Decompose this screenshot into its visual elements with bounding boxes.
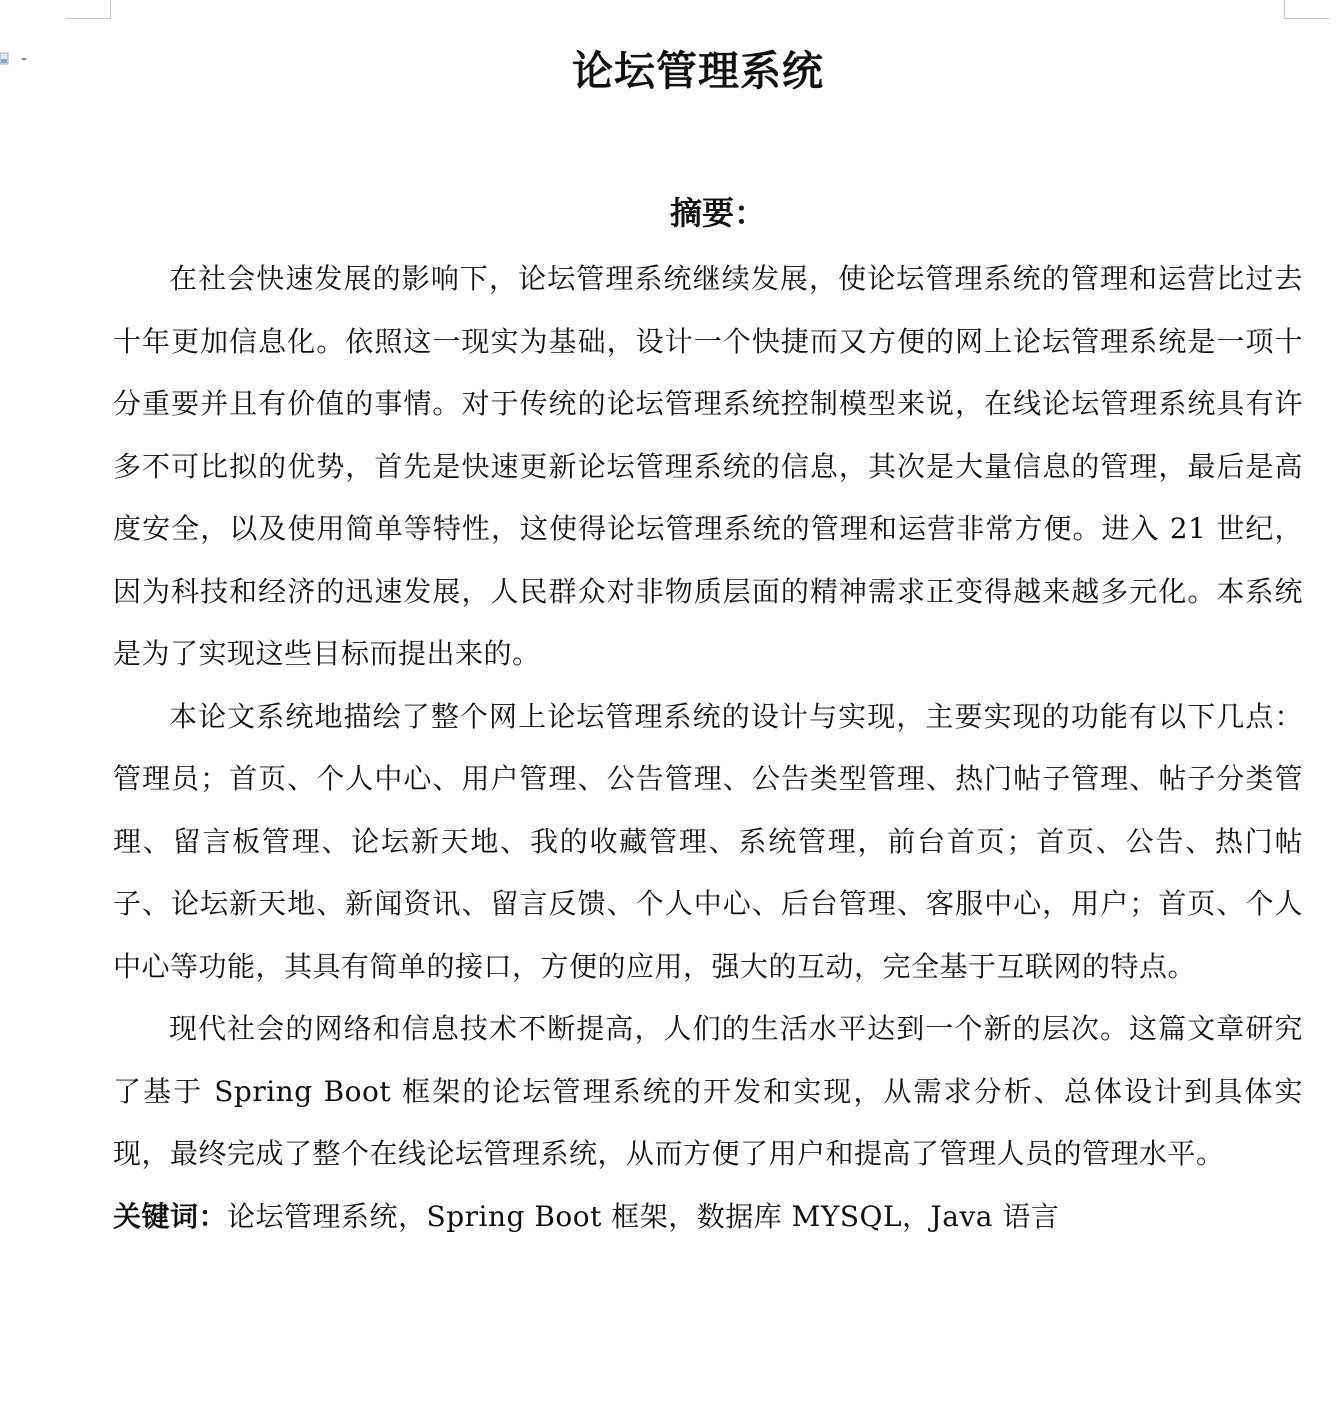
- abstract-paragraph-1: 在社会快速发展的影响下，论坛管理系统继续发展，使论坛管理系统的管理和运营比过去十年更加信息化。依照这一现实为基础，设计一个快捷而又方便的网上论坛管理系统是一项十分重要并且有价值的事情。对于传统的论坛管理系统控制模型来说，在线论坛管理系统具有许多不可比拟的优势，首先是快速更新论坛管理系统的信息，其次是大量信息的管理，最后是高度安全，以及使用简单等特性，这使得论坛管理系统的管理和运营非常方便。进入 21 世纪，因为科技和经济的迅速发展，人民群众对非物质层面的精神需求正变得越来越多元化。本系统是为了实现这些目标而提出来的。: [113, 262, 1303, 670]
- keywords-label: 关键词：: [113, 1199, 228, 1233]
- abstract-paragraph-2: 本论文系统地描绘了整个网上论坛管理系统的设计与实现，主要实现的功能有以下几点：管理员；首页、个人中心、用户管理、公告管理、公告类型管理、热门帖子管理、帖子分类管理、留言板管理、论坛新天地、我的收藏管理、系统管理，前台首页；首页、公告、热门帖子、论坛新天地、新闻资讯、留言反馈、个人中心、后台管理、客服中心，用户；首页、个人中心等功能，其具有简单的接口，方便的应用，强大的互动，完全基于互联网的特点。: [113, 699, 1303, 983]
- keywords-line: [113, 1186, 1303, 1249]
- abstract-paragraph-3: 现代社会的网络和信息技术不断提高，人们的生活水平达到一个新的层次。这篇文章研究了基于 Spring Boot 框架的论坛管理系统的开发和实现，从需求分析、总体设计到具体实现，最终完成了整个在线论坛管理系统，从而方便了用户和提高了管理人员的管理水平。: [113, 1012, 1303, 1170]
- keywords-text: 论坛管理系统，Spring Boot 框架，数据库 MYSQL，Java 语言: [227, 1199, 1060, 1233]
- abstract-heading: 摘要：: [669, 194, 766, 232]
- abstract-body: [113, 248, 1303, 1248]
- document-title: 论坛管理系统: [572, 47, 824, 95]
- crop-mark-top-left: [66, 0, 111, 19]
- crop-mark-top-right: [1284, 0, 1329, 19]
